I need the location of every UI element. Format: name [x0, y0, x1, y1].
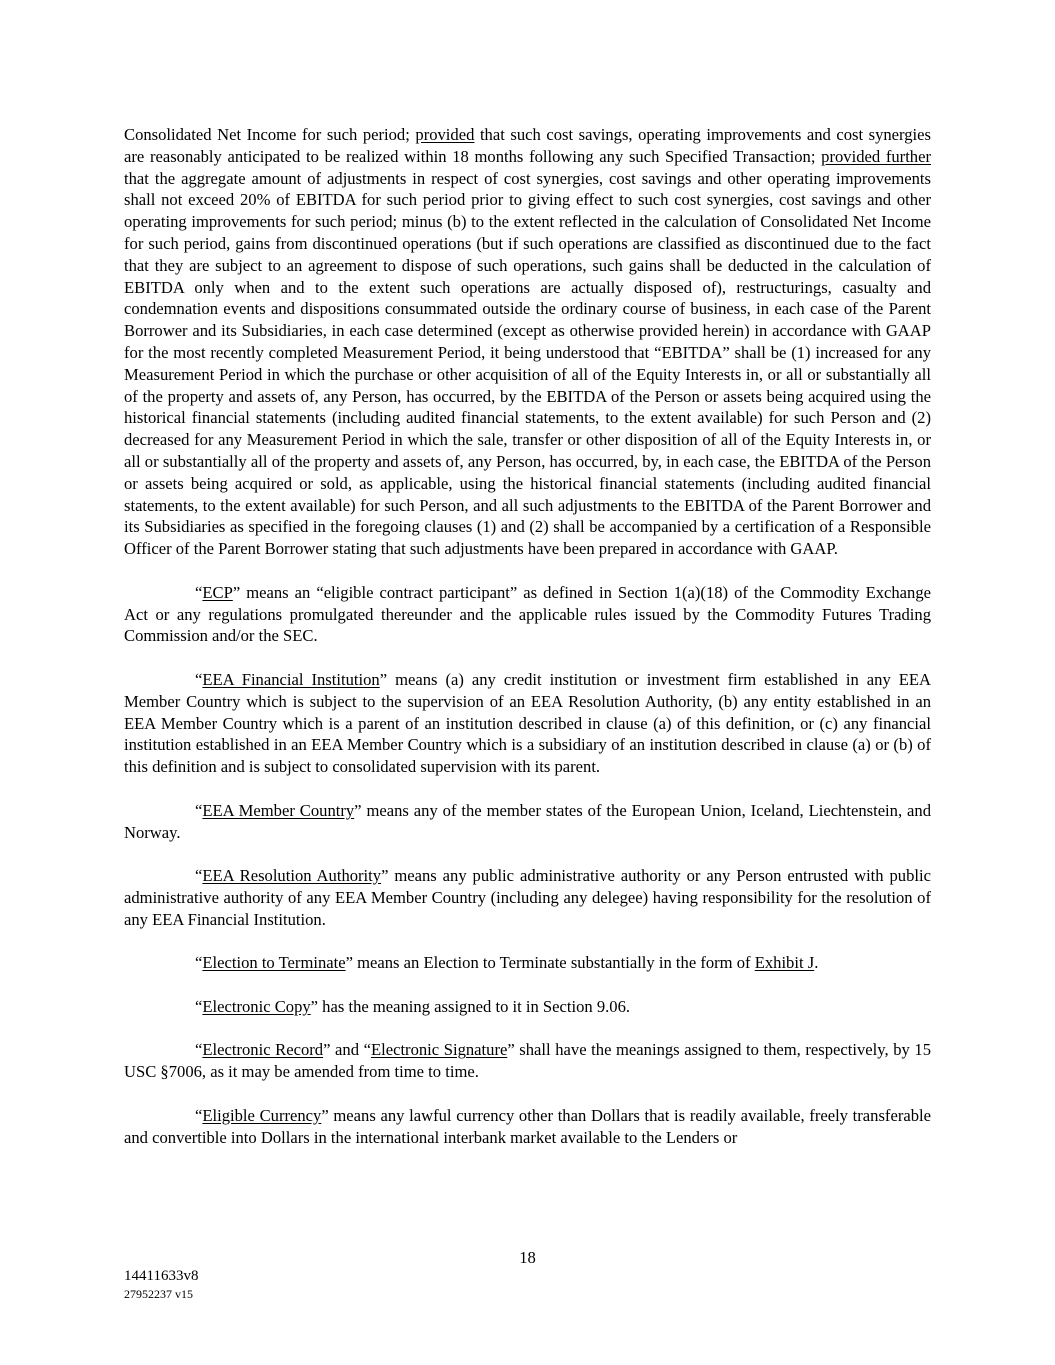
defined-term: EEA Financial Institution — [202, 669, 380, 689]
definition-text: ” means (a) any credit institution or investment firm established in any EEA Member Country which is subject to the supervision of an EEA Resolution Authority, (b) any entity established in an EEA Member Country which is a parent of an institution described in clause (a) of this definition, or (c) any financial institution established in an EEA Member Country which is a subsidiary of an institution described in clause (a) or (b) of this definition and is subject to consolidated supervision with its parent. — [124, 669, 932, 777]
definition-eea-resolution-authority — [124, 865, 931, 930]
definition-text: ” means any of the member states of the European Union, Iceland, Liechtenstein, and Norway. — [124, 800, 931, 842]
defined-term: Electronic Record — [202, 1040, 324, 1060]
definition-eea-financial-institution — [124, 669, 931, 778]
definition-text: ” means any lawful currency other than Dollars that is readily available, freely transferable and convertible into Dollars in the international interbank market available to the Lenders or — [124, 1105, 931, 1147]
text-run: that the aggregate amount of adjustments in respect of cost synergies, cost savings and other operating improvements shall not exceed 20% of EBITDA for such period prior to giving effect to such cost synergies, cost savings and other operating improvements for such period; minus (b) to the extent reflected in the calculation of Consolidated Net Income for such period, gains from discontinued operations (but if such operations are classified as discontinued due to the fact that they are subject to an agreement to dispose of such operations, such gains shall be deducted in the calculation of EBITDA only when and to the extent such operations are actually disposed of), restructurings, casualty and condemnation events and dispositions consummated outside the ordinary course of business, in each case of the Parent Borrower and its Subsidiaries, in each case determined (except as otherwise provided herein) in accordance with GAAP for the most recently completed Measurement Period, it being understood that “EBITDA” shall be (1) increased for any Measurement Period in which the purchase or other acquisition of all of the Equity Interests in, or all or substantially all of the property and assets of, any Person, has occurred, by the EBITDA of the Person or assets being acquired using the historical financial statements (including audited financial statements, to the extent available) for such Person and (2) decreased for any Measurement Period in which the sale, transfer or other disposition of all of the Equity Interests in, or all or substantially all of the property and assets of, any Person, has occurred, by, in each case, the EBITDA of the Person or assets being acquired or sold, as applicable, using the historical financial statements (including audited financial statements, to the extent available) for such Person, and all such adjustments to the EBITDA of the Parent Borrower and its Subsidiaries as specified in the foregoing clauses (1) and (2) shall be accompanied by a certification of a Responsible Officer of the Parent Borrower stating that such adjustments have been prepared in accordance with GAAP. — [124, 168, 931, 559]
underlined-term: provided further — [821, 146, 931, 166]
period: . — [814, 953, 819, 973]
open-quote: “ — [195, 669, 203, 689]
open-quote: “ — [195, 1105, 203, 1125]
definition-text: ” means any public administrative authority or any Person entrusted with public administrative authority of any EEA Member Country (including any delegee) having responsibility for the resolution of any EEA Financial Institution. — [124, 866, 931, 929]
open-quote: “ — [195, 800, 203, 820]
definition-ecp — [124, 582, 931, 647]
defined-term: Eligible Currency — [202, 1105, 322, 1125]
definition-election-to-terminate — [124, 952, 931, 974]
definition-eligible-currency — [124, 1105, 931, 1149]
document-id-secondary: 27952237 v15 — [124, 1287, 193, 1301]
document-body — [124, 124, 931, 1170]
defined-term: EEA Member Country — [202, 800, 355, 820]
paragraph-ebitda-continuation — [124, 124, 931, 560]
text-run: ” and “ — [323, 1040, 371, 1060]
definition-electronic-record — [124, 1039, 931, 1083]
underlined-term: provided — [415, 125, 475, 144]
defined-term: Electronic Copy — [202, 996, 311, 1016]
defined-term: EEA Resolution Authority — [202, 866, 382, 886]
open-quote: “ — [195, 953, 203, 973]
open-quote: “ — [195, 1040, 203, 1060]
defined-term: Electronic Signature — [370, 1040, 508, 1060]
definition-text: ” has the meaning assigned to it in Section 9.06. — [310, 996, 631, 1016]
open-quote: “ — [195, 582, 203, 602]
text-run: Consolidated Net Income for such period; — [124, 125, 416, 144]
definition-text: ” means an Election to Terminate substantially in the form of — [345, 953, 755, 973]
definition-eea-member-country — [124, 800, 931, 844]
defined-term: ECP — [202, 582, 233, 602]
open-quote: “ — [195, 996, 203, 1016]
document-id-primary: 14411633v8 — [124, 1268, 199, 1284]
page-number: 18 — [519, 1248, 536, 1267]
open-quote: “ — [195, 866, 203, 886]
definition-text: ” shall have the meanings assigned to them, respectively, by 15 USC §7006, as it may be amended from time to time. — [124, 1040, 931, 1082]
definition-electronic-copy — [124, 996, 931, 1018]
definition-text: ” means an “eligible contract participant” as defined in Section 1(a)(18) of the Commodity Exchange Act or any regulations promulgated thereunder and the applicable rules issued by the Commodity Futures Trading Commission and/or the SEC. — [124, 582, 931, 646]
text-run: that such cost savings, operating improvements and cost synergies are reasonably anticipated to be realized within 18 months following any such Specified Transaction; — [124, 125, 931, 166]
defined-term: Election to Terminate — [202, 953, 346, 973]
exhibit-reference: Exhibit J — [754, 953, 815, 973]
